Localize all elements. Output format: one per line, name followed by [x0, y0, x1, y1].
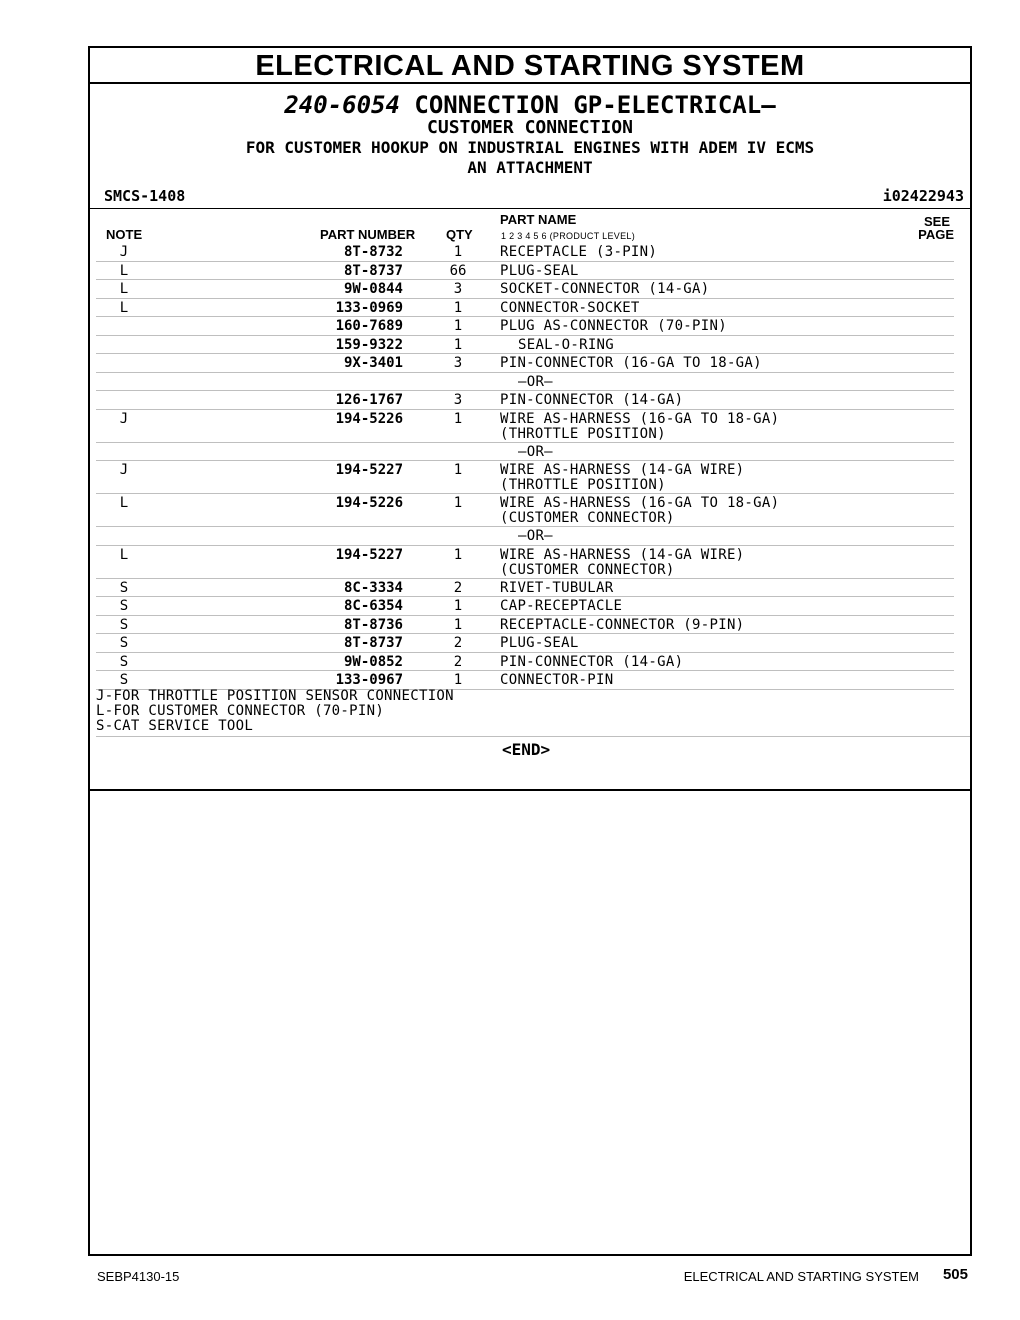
part-number-cell: 194-5227 [335, 462, 403, 478]
note-cell: L [119, 281, 129, 297]
table-top-rule [90, 208, 970, 209]
group-subtitle-2: FOR CUSTOMER HOOKUP ON INDUSTRIAL ENGINES WITH ADEM IV ECMS [245, 138, 815, 157]
part-number-cell: 9W-0844 [343, 281, 403, 297]
note-cell: L [119, 299, 129, 316]
part-number-cell: 8T-8737 [343, 635, 403, 651]
part-number-cell: 8T-8732 [343, 244, 403, 260]
table-row [96, 280, 954, 299]
table-row [96, 336, 954, 355]
qty-cell: 1 [453, 244, 463, 260]
footnote-s: S-CAT SERVICE TOOL [96, 718, 254, 734]
qty-cell: 2 [453, 579, 463, 596]
table-row [96, 262, 954, 281]
qty-cell: 1 [453, 336, 463, 353]
note-cell: J [119, 410, 129, 427]
header-product-levels: 1 2 3 4 5 6 (PRODUCT LEVEL) [501, 231, 635, 241]
part-name-cell: PIN-CONNECTOR (14-GA) [500, 653, 684, 670]
part-name-cell: PLUG AS-CONNECTOR (70-PIN) [500, 318, 727, 334]
part-number-cell: 133-0967 [335, 672, 403, 688]
table-row [96, 597, 954, 616]
part-number-cell: 126-1767 [335, 392, 403, 408]
part-name-cell: RECEPTACLE-CONNECTOR (9-PIN) [500, 616, 745, 633]
note-cell: S [119, 653, 129, 670]
end-divider [90, 789, 970, 791]
qty-cell: 1 [453, 616, 463, 633]
part-name-cell: —OR— [518, 373, 553, 390]
part-number-cell: 194-5226 [335, 410, 403, 427]
part-name-cell: SOCKET-CONNECTOR (14-GA) [500, 281, 710, 297]
qty-cell: 1 [453, 495, 463, 511]
header-note: NOTE [106, 227, 143, 242]
part-name-cell: CONNECTOR-PIN [500, 672, 614, 688]
qty-cell: 1 [453, 410, 463, 427]
part-number-cell: 9X-3401 [343, 355, 403, 371]
footnotes [96, 689, 454, 734]
part-name-cell: SEAL-O-RING [518, 336, 615, 353]
part-name-cell: RIVET-TUBULAR [500, 579, 614, 596]
part-name-cell: WIRE AS-HARNESS (14-GA WIRE) (CUSTOMER CONNECTOR) [500, 546, 745, 578]
note-cell: S [119, 616, 129, 633]
qty-cell: 1 [453, 462, 463, 478]
group-header [90, 84, 970, 178]
table-row [96, 494, 954, 527]
part-number-cell: 159-9322 [335, 336, 403, 353]
part-name-cell: CONNECTOR-SOCKET [500, 299, 640, 316]
table-row [96, 579, 954, 598]
footer-page-number: 505 [942, 1266, 968, 1283]
part-name-cell: —OR— [518, 443, 553, 460]
smcs-code: SMCS-1408 [104, 187, 186, 205]
parts-table [96, 243, 954, 690]
header-part-number: PART NUMBER [320, 227, 416, 242]
end-marker: <END> [502, 740, 551, 759]
qty-cell: 1 [453, 299, 463, 316]
footnote-l: L-FOR CUSTOMER CONNECTOR (70-PIN) [96, 703, 385, 719]
illustration-id: i02422943 [882, 187, 964, 205]
table-row [96, 410, 954, 443]
group-title-line [90, 92, 970, 118]
group-number: 240-6054 [284, 91, 400, 119]
part-name-cell: WIRE AS-HARNESS (14-GA WIRE) (THROTTLE POSITION) [500, 462, 745, 493]
note-cell: J [119, 244, 129, 260]
group-title: CONNECTION GP-ELECTRICAL– [414, 91, 776, 119]
table-row [96, 671, 954, 690]
table-row [96, 299, 954, 318]
part-number-cell: 133-0969 [335, 299, 403, 316]
qty-cell: 3 [453, 355, 463, 371]
table-row [96, 653, 954, 672]
header-qty: QTY [446, 227, 473, 242]
qty-cell: 1 [453, 546, 463, 563]
part-name-cell: CAP-RECEPTACLE [500, 598, 623, 614]
note-cell: J [119, 462, 129, 478]
parts-list-frame [88, 46, 972, 1256]
end-rule [96, 736, 970, 737]
table-row [96, 634, 954, 653]
table-row [96, 527, 954, 546]
part-name-cell: WIRE AS-HARNESS (16-GA TO 18-GA) (CUSTOMER CONNECTOR) [500, 495, 780, 526]
part-number-cell: 194-5226 [335, 495, 403, 511]
qty-cell: 3 [453, 281, 463, 297]
part-number-cell: 8T-8737 [343, 262, 403, 279]
qty-cell: 3 [453, 392, 463, 408]
part-name-cell: —OR— [518, 528, 553, 544]
note-cell: L [119, 495, 129, 511]
header-part-name: PART NAME [500, 212, 577, 227]
note-cell: S [119, 598, 129, 614]
note-cell: L [119, 546, 129, 563]
footnote-j: J-FOR THROTTLE POSITION SENSOR CONNECTION [96, 688, 454, 704]
header-see: SEE [923, 214, 950, 229]
part-number-cell: 160-7689 [335, 318, 403, 334]
qty-cell: 2 [453, 635, 463, 651]
note-cell: S [119, 635, 129, 651]
part-name-cell: PLUG-SEAL [500, 262, 579, 279]
part-name-cell: RECEPTACLE (3-PIN) [500, 244, 658, 260]
part-number-cell: 194-5227 [335, 546, 403, 563]
table-row [96, 243, 954, 262]
qty-cell: 1 [453, 672, 463, 688]
part-number-cell: 8C-6354 [343, 598, 403, 614]
qty-cell: 66 [449, 262, 467, 279]
note-cell: L [119, 262, 129, 279]
part-number-cell: 8T-8736 [343, 616, 403, 633]
qty-cell: 1 [453, 598, 463, 614]
note-cell: S [119, 579, 129, 596]
table-row [96, 616, 954, 635]
table-row [96, 391, 954, 410]
footer-section-name: ELECTRICAL AND STARTING SYSTEM [683, 1269, 919, 1284]
table-row [96, 373, 954, 392]
table-row [96, 546, 954, 579]
footer-doc-id: SEBP4130-15 [97, 1269, 180, 1284]
table-row [96, 317, 954, 336]
part-name-cell: PIN-CONNECTOR (16-GA TO 18-GA) [500, 355, 762, 371]
note-cell: S [119, 672, 129, 688]
table-row [96, 354, 954, 373]
group-subtitle-1: CUSTOMER CONNECTION [427, 117, 633, 138]
part-number-cell: 8C-3334 [343, 579, 403, 596]
qty-cell: 2 [453, 653, 463, 670]
part-name-cell: PLUG-SEAL [500, 635, 579, 651]
header-page: PAGE [918, 227, 954, 242]
part-number-cell: 9W-0852 [343, 653, 403, 670]
part-name-cell: PIN-CONNECTOR (14-GA) [500, 392, 684, 408]
group-subtitle-3: AN ATTACHMENT [467, 158, 593, 177]
qty-cell: 1 [453, 318, 463, 334]
table-row [96, 443, 954, 462]
table-row [96, 461, 954, 494]
section-title: ELECTRICAL AND STARTING SYSTEM [90, 48, 970, 84]
part-name-cell: WIRE AS-HARNESS (16-GA TO 18-GA) (THROTTLE POSITION) [500, 410, 780, 442]
